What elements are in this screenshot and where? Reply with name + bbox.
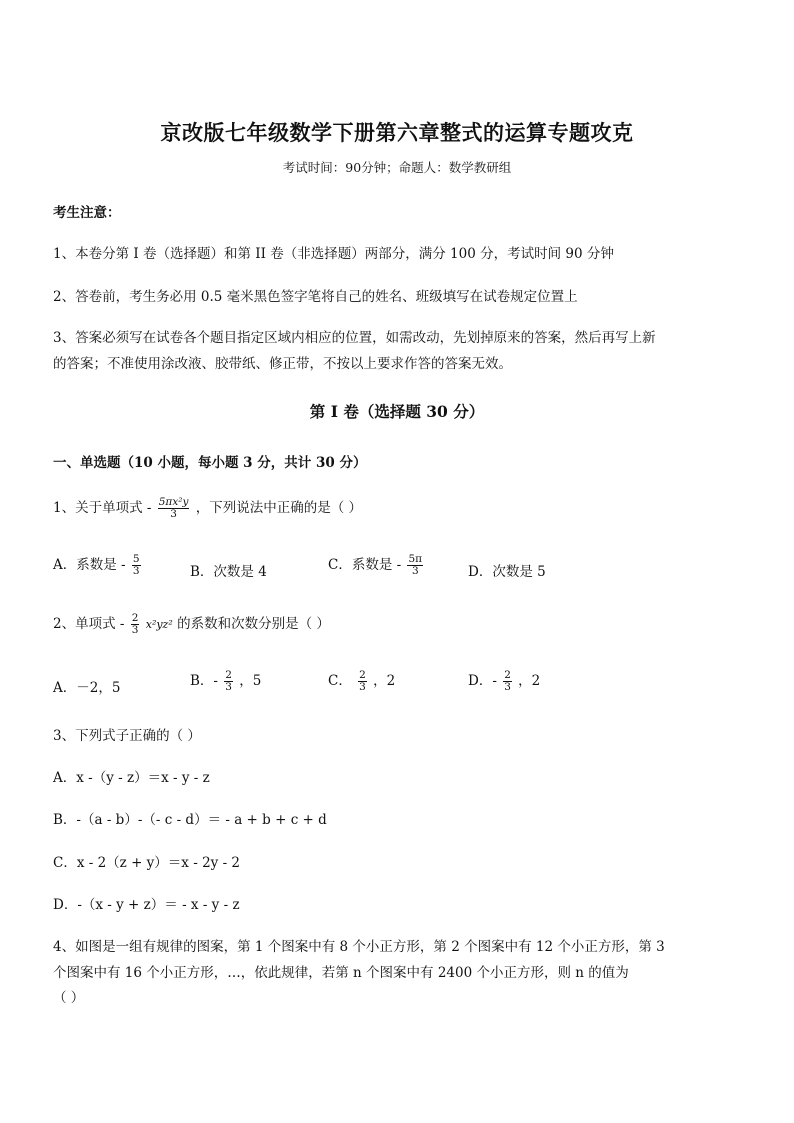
exam-subtitle: 考试时间：90分钟；命题人：数学教研组: [282, 160, 512, 175]
fraction-numerator: 2: [131, 611, 139, 624]
question-1-option-c: [328, 553, 425, 577]
fraction-numerator: 5: [132, 552, 140, 565]
question-1-prefix: 1、关于单项式 -: [53, 500, 152, 516]
option-c-text: C．系数是 -: [328, 557, 402, 573]
fraction-denominator: 3: [225, 681, 232, 693]
fraction-denominator: 3: [170, 508, 177, 520]
question-2-option-a: A．－2，5: [53, 680, 121, 696]
question-3-option-b: B．-（a - b）-（- c - d）＝ - a + b + c + d: [53, 812, 327, 828]
fraction-denominator: 3: [359, 681, 366, 693]
option-c-suffix: ，2: [373, 673, 396, 689]
question-4-line-2: 个图案中有 16 个小正方形，…，依此规律，若第 n 个图案中有 2400 个小正方形，则 n 的值为: [53, 965, 629, 981]
fraction-denominator: 3: [132, 565, 140, 577]
question-1-option-b: B．次数是 4: [190, 564, 267, 580]
question-1-suffix: ，下列说法中正确的是（ ）: [195, 500, 362, 516]
fraction-numerator: 5π: [408, 552, 423, 565]
fraction-numerator: 2: [225, 668, 232, 681]
fraction-denominator: 3: [411, 565, 419, 577]
exam-title: 京改版七年级数学下册第六章整式的运算专题攻克: [160, 120, 634, 145]
option-d-text: D．-: [468, 673, 497, 689]
question-3-option-c: C．x - 2（z + y）＝x - 2y - 2: [53, 855, 241, 871]
question-2-option-b: [190, 669, 261, 693]
notice-item-2: 2、答卷前，考生务必用 0.5 毫米黑色签字笔将自己的姓名、班级填写在试卷规定位置上: [53, 289, 578, 305]
option-b-fraction: [224, 670, 233, 693]
notice-item-1: 1、本卷分第 I 卷（选择题）和第 II 卷（非选择题）两部分，满分 100 分，考试时间 90 分钟: [53, 246, 614, 262]
option-c-fraction: [358, 670, 367, 693]
fraction-numerator: 5πx²y: [158, 495, 189, 508]
question-2-fraction: [131, 613, 140, 636]
notice-heading: 考生注意：: [53, 205, 121, 221]
question-2-stem: [53, 612, 330, 636]
fraction-denominator: 3: [504, 681, 511, 693]
option-c-fraction: [407, 554, 423, 577]
question-3-option-a: A．x -（y - z）＝x - y - z: [53, 770, 210, 786]
question-2-option-c: [328, 669, 395, 693]
part-title: 一、单选题（10 小题，每小题 3 分，共计 30 分）: [53, 455, 367, 471]
option-a-text: A．系数是 -: [53, 557, 126, 573]
fraction-numerator: 2: [504, 668, 511, 681]
notice-item-3-cont: 的答案；不准使用涂改液、胶带纸、修正带，不按以上要求作答的答案无效。: [53, 356, 512, 372]
section-title: 第 I 卷（选择题 30 分）: [309, 402, 485, 421]
option-a-fraction: [132, 554, 141, 577]
question-2-prefix: 2、单项式 -: [53, 616, 125, 632]
question-3-option-d: D．-（x - y + z）＝ - x - y - z: [53, 897, 240, 913]
question-2-option-d: [468, 669, 540, 693]
question-4-line-1: 4、如图是一组有规律的图案，第 1 个图案中有 8 个小正方形，第 2 个图案中有 12 个小正方形，第 3: [53, 939, 665, 955]
question-4-line-3: （ ）: [53, 990, 85, 1006]
question-1-fraction: [158, 497, 190, 520]
option-d-suffix: ，2: [518, 673, 541, 689]
option-c-text: C．: [328, 673, 352, 689]
option-d-fraction: [503, 670, 512, 693]
question-3-stem: 3、下列式子正确的（ ）: [53, 728, 201, 744]
fraction-denominator: 3: [131, 624, 139, 636]
fraction-numerator: 2: [359, 668, 366, 681]
question-2-expression: x²yz²: [145, 618, 173, 631]
option-b-text: B．-: [190, 673, 218, 689]
question-2-suffix: 的系数和次数分别是（ ）: [177, 616, 330, 632]
notice-item-3: 3、答案必须写在试卷各个题目指定区域内相应的位置，如需改动，先划掉原来的答案，然后再写上新: [53, 330, 656, 346]
question-1-option-d: D．次数是 5: [468, 564, 546, 580]
option-b-suffix: ，5: [239, 673, 262, 689]
question-1-stem: [53, 496, 362, 520]
question-1-option-a: [53, 553, 143, 577]
